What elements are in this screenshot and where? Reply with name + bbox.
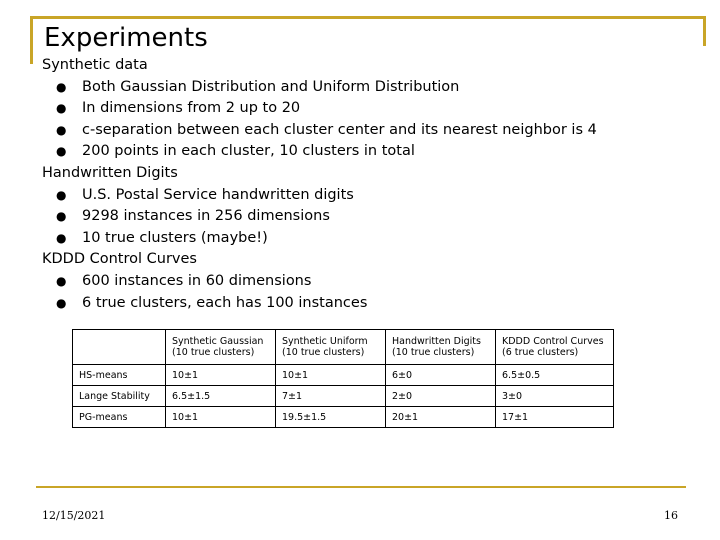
bullet-item	[42, 98, 702, 120]
section-heading: KDDD Control Curves	[42, 251, 197, 268]
title-frame-right-bar	[703, 16, 706, 46]
bullet-item	[42, 206, 702, 228]
table-cell: 6±0	[386, 365, 496, 386]
table-row	[73, 365, 614, 386]
section-heading: Handwritten Digits	[42, 164, 178, 181]
table-cell: 10±1	[166, 407, 276, 428]
header-line: KDDD Control Curves	[502, 336, 604, 347]
header-subline: (10 true clusters)	[172, 347, 255, 358]
title-frame-left-bar	[30, 16, 33, 64]
slide-title: Experiments	[44, 23, 208, 53]
bullet-icon: ●	[56, 187, 67, 202]
bullet-text: 10 true clusters (maybe!)	[82, 229, 268, 246]
table-cell: 7±1	[276, 386, 386, 407]
table-cell: 20±1	[386, 407, 496, 428]
header-subline: (6 true clusters)	[502, 347, 579, 358]
table-cell: 3±0	[496, 386, 614, 407]
header-line: Handwritten Digits	[392, 336, 481, 347]
title-frame-top-bar	[30, 16, 706, 19]
table-cell: 6.5±1.5	[166, 386, 276, 407]
header-cell-empty	[73, 330, 166, 365]
bullet-item	[42, 77, 702, 99]
bullet-icon: ●	[56, 144, 67, 159]
bullet-text: 600 instances in 60 dimensions	[82, 272, 312, 289]
bullet-icon: ●	[56, 209, 67, 224]
table-cell: 6.5±0.5	[496, 365, 614, 386]
table-cell: 10±1	[166, 365, 276, 386]
bullet-text: 200 points in each cluster, 10 clusters in total	[82, 143, 415, 160]
bullet-text: Both Gaussian Distribution and Uniform Distribution	[82, 78, 460, 95]
table-cell: 17±1	[496, 407, 614, 428]
bullet-text: U.S. Postal Service handwritten digits	[82, 186, 354, 203]
bullet-icon: ●	[56, 230, 67, 245]
bullet-text: 6 true clusters, each has 100 instances	[82, 294, 368, 311]
header-subline: (10 true clusters)	[392, 347, 475, 358]
footer-divider	[36, 486, 686, 488]
section-heading: Synthetic data	[42, 57, 148, 73]
header-subline: (10 true clusters)	[282, 347, 365, 358]
table-row	[73, 386, 614, 407]
row-label-cell: PG-means	[73, 407, 166, 428]
bullet-icon: ●	[56, 295, 67, 310]
header-line: Synthetic Uniform	[282, 336, 368, 347]
bullet-item	[42, 185, 702, 207]
header-cell	[166, 330, 276, 365]
bullet-text: In dimensions from 2 up to 20	[82, 100, 301, 117]
bullet-item	[42, 228, 702, 250]
table-cell: 2±0	[386, 386, 496, 407]
bullet-item	[42, 120, 702, 142]
row-label-cell: HS-means	[73, 365, 166, 386]
bullet-item	[42, 141, 702, 163]
bullet-icon: ●	[56, 273, 67, 288]
bullet-icon: ●	[56, 122, 67, 137]
header-cell	[496, 330, 614, 365]
bullet-item	[42, 271, 702, 293]
header-cell	[276, 330, 386, 365]
table-header-row	[73, 330, 614, 365]
header-line: Synthetic Gaussian	[172, 336, 264, 347]
slide-body	[42, 55, 702, 314]
table-cell: 10±1	[276, 365, 386, 386]
table-cell: 19.5±1.5	[276, 407, 386, 428]
bullet-item	[42, 293, 702, 315]
bullet-icon: ●	[56, 79, 67, 94]
header-cell	[386, 330, 496, 365]
results-table	[72, 329, 614, 428]
row-label-cell: Lange Stability	[73, 386, 166, 407]
table-row	[73, 407, 614, 428]
bullet-text: 9298 instances in 256 dimensions	[82, 208, 330, 225]
bullet-text: c-separation between each cluster center and its nearest neighbor is 4	[82, 121, 597, 138]
page-number: 16	[664, 509, 678, 522]
slide-date: 12/15/2021	[42, 509, 106, 522]
bullet-icon: ●	[56, 101, 67, 116]
